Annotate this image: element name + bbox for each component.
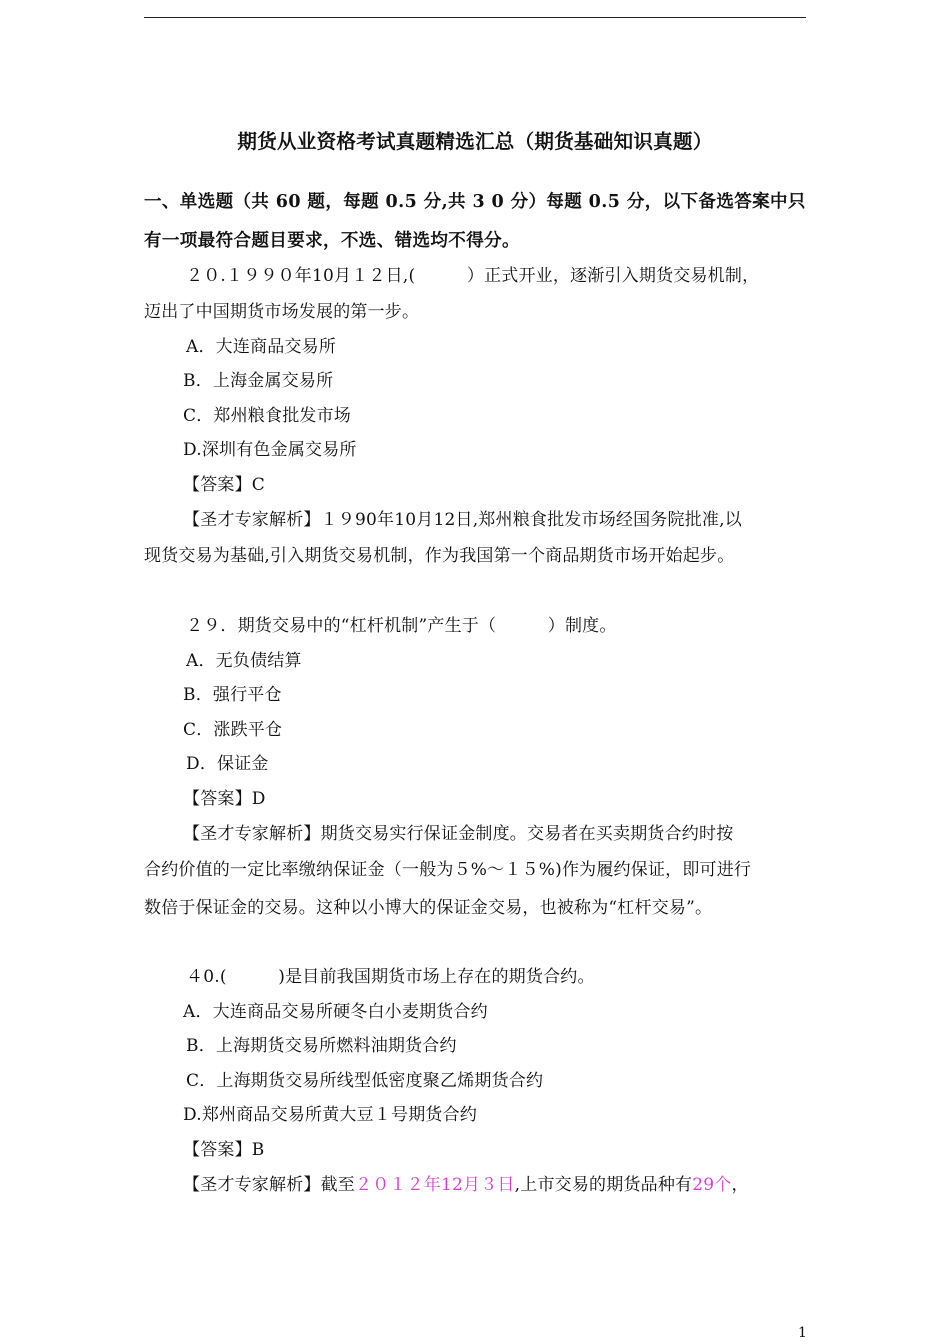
q3-option-d: D.郑州商品交易所黄大豆１号期货合约 (183, 1105, 478, 1125)
q3-option-c: C．上海期货交易所线型低密度聚乙烯期货合约 (186, 1071, 544, 1091)
document-title: 期货从业资格考试真题精选汇总（期货基础知识真题） (237, 130, 713, 153)
q2-stem: ２９．期货交易中的“杠杆机制”产生于（ ）制度。 (186, 616, 617, 636)
section-heading-line1: 一、单选题（共 60 题，每题 0.5 分,共 3 0 分）每题 0.5 分，以下备选答案中只 (144, 192, 806, 212)
header-rule (144, 17, 806, 18)
q2-explanation-line1: 【圣才专家解析】期货交易实行保证金制度。交易者在买卖期货合约时按 (183, 824, 734, 844)
q1-option-d: D.深圳有色金属交易所 (183, 440, 357, 460)
q3-highlight-count: 29个 (692, 1175, 732, 1195)
q2-explanation-line3: 数倍于保证金的交易。这种以小博大的保证金交易，也被称为“杠杆交易”。 (144, 898, 713, 918)
section-heading-line2: 有一项最符合题目要求，不选、错选均不得分。 (144, 231, 520, 251)
q1-option-c: C．郑州粮食批发市场 (183, 406, 352, 426)
page-number: 1 (798, 1325, 807, 1341)
q1-explanation-line2: 现货交易为基础,引入期货交易机制，作为我国第一个商品期货市场开始起步。 (144, 546, 735, 566)
q1-option-b: B．上海金属交易所 (183, 371, 334, 391)
q2-option-d: D．保证金 (186, 754, 269, 774)
q3-option-b: B．上海期货交易所燃料油期货合约 (186, 1036, 457, 1056)
q3-highlight-date: ２０１２年12月３日 (355, 1175, 515, 1195)
q2-explanation-line2: 合约价值的一定比率缴纳保证金（一般为５%～１５%)作为履约保证，即可进行 (144, 860, 752, 880)
q3-explanation-prefix: 【圣才专家解析】截至 (183, 1175, 355, 1195)
q1-stem-line2: 迈出了中国期货市场发展的第一步。 (144, 302, 420, 322)
q2-answer: 【答案】D (183, 789, 266, 809)
q3-stem: ４0.( )是目前我国期货市场上存在的期货合约。 (186, 967, 595, 987)
q3-explanation-suffix: ， (731, 1175, 749, 1195)
q2-option-b: B．强行平仓 (183, 685, 282, 705)
q1-explanation-line1: 【圣才专家解析】１９90年10月12日,郑州粮食批发市场经国务院批准,以 (183, 510, 742, 530)
q1-option-a: A．大连商品交易所 (186, 337, 337, 357)
q3-explanation-mid: ,上市交易的期货品种有 (514, 1175, 693, 1195)
q1-answer: 【答案】C (183, 475, 266, 495)
q3-option-a: A．大连商品交易所硬冬白小麦期货合约 (183, 1002, 488, 1022)
q3-explanation (183, 1170, 749, 1195)
q2-option-c: C．涨跌平仓 (183, 720, 283, 740)
q3-answer: 【答案】B (183, 1140, 265, 1160)
q2-option-a: A．无负债结算 (186, 651, 302, 671)
q1-stem-line1: ２０.１９９０年10月１２日,( ）正式开业，逐渐引入期货交易机制， (186, 266, 760, 286)
